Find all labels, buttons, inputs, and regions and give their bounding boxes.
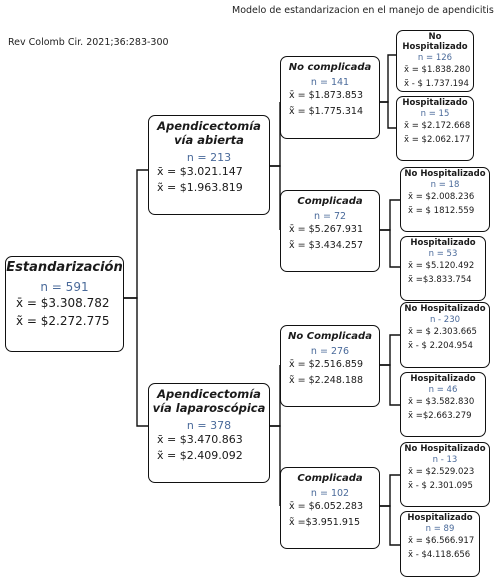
edge-abierta-comp (270, 166, 280, 230)
leaf-count: n = 15 (420, 109, 450, 119)
leaf-median: x̃ = $ 1812.559 (408, 206, 475, 216)
leaf-median: x̃ - $4.118.656 (408, 550, 471, 560)
node-mean: x̄ = $3.021.147 (157, 164, 243, 178)
edge-l2c-leaf5 (380, 335, 400, 365)
leaf-count: n = 18 (430, 180, 460, 190)
leaf-label: No Hospitalizado (404, 169, 486, 179)
leaf-mean: x̄ = $ 2.303.665 (408, 327, 477, 337)
leaf-median: x̃ - $ 1.737.194 (404, 79, 469, 89)
node-count: n = 213 (186, 150, 232, 164)
node-mean: x̄ = $5.267.931 (289, 224, 364, 235)
leaf-label: Hospitalizado (402, 98, 468, 108)
node-mean: x̄ = $1.873.853 (289, 90, 364, 101)
node-laparo-complicada (280, 467, 380, 549)
leaf-mean: x̄ = $1.838.280 (404, 65, 471, 75)
node-mean: x̄ = $2.516.859 (289, 359, 364, 370)
leaf-7 (400, 442, 490, 507)
node-count: n = 72 (313, 211, 347, 222)
leaf-count: n - 13 (432, 455, 458, 465)
leaf-count: n = 46 (428, 385, 458, 395)
leaf-3 (400, 167, 490, 232)
node-title: Estandarización (6, 260, 123, 275)
node-title: Complicada (297, 196, 363, 207)
node-count: n = 141 (310, 77, 350, 88)
leaf-median: x̃ = $2.062.177 (404, 135, 471, 145)
node-abierta-no-complicada (280, 56, 380, 139)
node-median: x̃ = $1.963.819 (157, 180, 243, 194)
node-root (5, 256, 124, 352)
node-laparoscopica (148, 383, 270, 483)
node-count: n = 591 (40, 279, 89, 294)
leaf-median: x̃ - $ 2.204.954 (408, 341, 473, 351)
edge-root-abierta (124, 170, 148, 298)
node-laparo-no-complicada (280, 325, 380, 407)
node-title-line1: Apendicectomía (157, 387, 261, 401)
edge-l2b-leaf3 (380, 200, 400, 230)
node-title: No complicada (288, 62, 372, 73)
leaf-mean: x̄ = $6.566.917 (408, 536, 475, 546)
leaf-count: n - 230 (429, 315, 461, 325)
node-abierta (148, 115, 270, 215)
edge-abierta-nocomp (270, 102, 280, 166)
leaf-count: n = 89 (425, 524, 455, 534)
figure-source: Rev Colomb Cir. 2021;36:283-300 (8, 37, 169, 48)
node-mean: x̄ = $3.308.782 (16, 295, 110, 310)
edge-laparo-comp (270, 426, 280, 506)
node-median: x̃ = $3.434.257 (289, 240, 364, 251)
node-title-line2: vía abierta (174, 132, 244, 147)
leaf-2 (396, 96, 474, 161)
leaf-median: x̃ =$2.663.279 (408, 411, 472, 421)
node-count: n = 102 (310, 488, 350, 499)
edge-l2a-leaf2 (380, 102, 396, 128)
node-title: No Complicada (288, 331, 372, 342)
node-title: Complicada (297, 473, 363, 484)
node-median: x̃ = $2.248.188 (289, 375, 364, 386)
leaf-label: No Hospitalizado (404, 444, 486, 454)
node-abierta-complicada (280, 190, 380, 272)
leaf-1 (396, 30, 474, 92)
edge-l2b-leaf4 (380, 230, 400, 267)
edge-root-laparo (124, 298, 148, 426)
leaf-count: n = 126 (417, 53, 453, 63)
node-title-line1: Apendicectomía (157, 119, 261, 133)
leaf-8 (400, 511, 480, 577)
node-median: x̃ = $2.409.092 (157, 448, 243, 462)
leaf-mean: x̄ = $2.008.236 (408, 192, 475, 202)
leaf-median: x̃ =$3.833.754 (408, 275, 472, 285)
leaf-label: No Hospitalizado (402, 32, 468, 52)
leaf-label: No Hospitalizado (404, 304, 486, 314)
edge-l2a-leaf1 (380, 55, 396, 102)
node-median: x̃ = $1.775.314 (289, 106, 364, 117)
leaf-4 (400, 236, 486, 301)
edge-l2d-leaf7 (380, 475, 400, 506)
leaf-mean: x̄ = $5.120.492 (408, 261, 475, 271)
node-mean: x̄ = $3.470.863 (157, 432, 243, 446)
edge-laparo-nocomp (270, 365, 280, 426)
leaf-mean: x̄ = $3.582.830 (408, 397, 475, 407)
leaf-mean: x̄ = $2.529.023 (408, 467, 475, 477)
node-median: x̃ =$3.951.915 (289, 517, 360, 528)
leaf-label: Hospitalizado (410, 374, 476, 384)
node-title-line2: vía laparoscópica (152, 400, 266, 415)
leaf-6 (400, 372, 486, 437)
figure-title: Modelo de estandarizacion en el manejo de apendicitis (232, 5, 494, 16)
leaf-label: Hospitalizado (410, 238, 476, 248)
edge-l2d-leaf8 (380, 506, 400, 545)
leaf-mean: x̄ = $2.172.668 (404, 121, 471, 131)
leaf-count: n = 53 (428, 249, 458, 259)
edge-l2c-leaf6 (380, 365, 400, 405)
node-mean: x̄ = $6.052.283 (289, 501, 364, 512)
node-count: n = 378 (186, 418, 232, 432)
node-count: n = 276 (310, 346, 350, 357)
leaf-5 (400, 302, 490, 368)
leaf-median: x̃ - $ 2.301.095 (408, 481, 473, 491)
node-median: x̃ = $2.272.775 (16, 313, 110, 328)
leaf-label: Hospitalizado (407, 513, 473, 523)
